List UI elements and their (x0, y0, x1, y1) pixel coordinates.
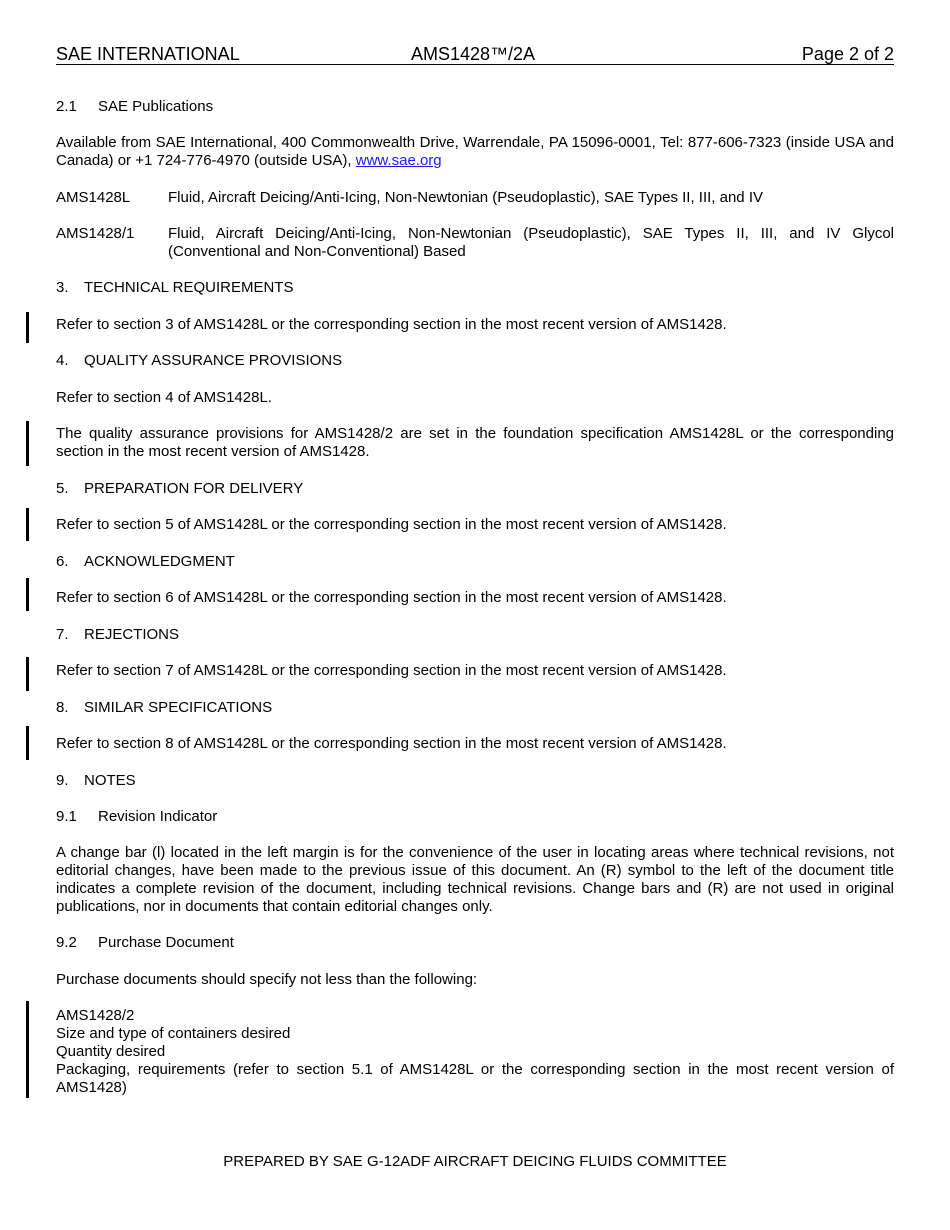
section-9-1-heading (56, 808, 894, 826)
section-9-heading (56, 772, 894, 790)
section-number: 3. (56, 279, 69, 296)
change-bar (26, 312, 29, 343)
section-number: 7. (56, 626, 69, 643)
change-bar (26, 1001, 29, 1098)
reference-item (56, 189, 894, 207)
reference-title: Fluid, Aircraft Deicing/Anti-Icing, Non-Newtonian (Pseudoplastic), SAE Types II, III, and IV (168, 189, 763, 206)
section-title: NOTES (84, 772, 136, 789)
sae-website-link[interactable]: www.sae.org (355, 152, 442, 169)
section-9-2-heading (56, 934, 894, 952)
section-title: TECHNICAL REQUIREMENTS (84, 279, 294, 296)
change-bar (26, 508, 29, 541)
committee-footer: PREPARED BY SAE G-12ADF AIRCRAFT DEICING FLUIDS COMMITTEE (223, 1153, 727, 1170)
section-6-body: Refer to section 6 of AMS1428L or the corresponding section in the most recent version of AMS1428. (56, 589, 727, 606)
section-title: ACKNOWLEDGMENT (84, 553, 235, 570)
section-number: 9.2 (56, 934, 77, 951)
change-bar (26, 726, 29, 760)
section-3-heading (56, 279, 894, 297)
section-4-qa-paragraph: The quality assurance provisions for AMS1428/2 are set in the foundation specification AMS1428L or the corresponding section in the most recent version of AMS1428. (56, 425, 894, 460)
section-5-body: Refer to section 5 of AMS1428L or the corresponding section in the most recent version of AMS1428. (56, 516, 727, 533)
purchase-intro: Purchase documents should specify not less than the following: (56, 971, 478, 988)
section-8-body: Refer to section 8 of AMS1428L or the corresponding section in the most recent version of AMS1428. (56, 735, 727, 752)
page-header (56, 44, 894, 65)
list-item: AMS1428/2 (56, 1007, 135, 1024)
section-2-1-heading (56, 98, 894, 116)
section-title: SIMILAR SPECIFICATIONS (84, 699, 273, 716)
change-bar (26, 657, 29, 691)
section-5-heading (56, 480, 894, 498)
section-8-heading (56, 699, 894, 717)
section-title: Revision Indicator (98, 808, 218, 825)
section-7-body: Refer to section 7 of AMS1428L or the corresponding section in the most recent version of AMS1428. (56, 662, 727, 679)
purchase-requirements-list (56, 1007, 894, 1097)
reference-title: Fluid, Aircraft Deicing/Anti-Icing, Non-Newtonian (Pseudoplastic), SAE Types II, III, and IV Glycol (Conventional and Non-Conventional) Based (168, 225, 894, 260)
section-number: 2.1 (56, 98, 77, 115)
section-4-heading (56, 352, 894, 370)
change-bar (26, 421, 29, 466)
section-7-heading (56, 626, 894, 644)
list-item: Size and type of containers desired (56, 1025, 291, 1042)
reference-code: AMS1428/1 (56, 225, 135, 242)
section-title: REJECTIONS (84, 626, 180, 643)
section-title: PREPARATION FOR DELIVERY (84, 480, 304, 497)
list-item: Packaging, requirements (refer to section 5.1 of AMS1428L or the corresponding section in the most recent version of AMS1428) (56, 1061, 894, 1096)
header-org: SAE INTERNATIONAL (56, 44, 240, 64)
section-number: 5. (56, 480, 69, 497)
availability-paragraph (56, 134, 894, 170)
section-number: 9. (56, 772, 69, 789)
section-number: 4. (56, 352, 69, 369)
availability-text: Available from SAE International, 400 Commonwealth Drive, Warrendale, PA 15096-0001, Tel: 877-606-7323 (inside USA and Canada) or +1 724-776-4970 (outside USA), (56, 134, 894, 169)
reference-code: AMS1428L (56, 189, 131, 206)
section-number: 6. (56, 553, 69, 570)
change-bar (26, 578, 29, 611)
section-3-body: Refer to section 3 of AMS1428L or the corresponding section in the most recent version of AMS1428. (56, 316, 727, 333)
section-number: 8. (56, 699, 69, 716)
list-item: Quantity desired (56, 1043, 166, 1060)
section-title: QUALITY ASSURANCE PROVISIONS (84, 352, 343, 369)
section-title: Purchase Document (98, 934, 234, 951)
section-title: SAE Publications (98, 98, 214, 115)
header-doc-id: AMS1428™/2A (411, 44, 536, 64)
section-number: 9.1 (56, 808, 77, 825)
section-6-heading (56, 553, 894, 571)
header-page-number: Page 2 of 2 (801, 44, 894, 64)
section-4-body: Refer to section 4 of AMS1428L. (56, 389, 272, 406)
reference-item (56, 225, 894, 261)
revision-indicator-paragraph: A change bar (l) located in the left margin is for the convenience of the user in locating areas where technical revisions, not editorial changes, have been made to the previous issue of this document. An (R) symbol to the left of the document title indicates a complete revision of the document, including technical revisions. Change bars and (R) are not used in original publications, nor in documents that contain editorial changes only. (56, 844, 894, 915)
